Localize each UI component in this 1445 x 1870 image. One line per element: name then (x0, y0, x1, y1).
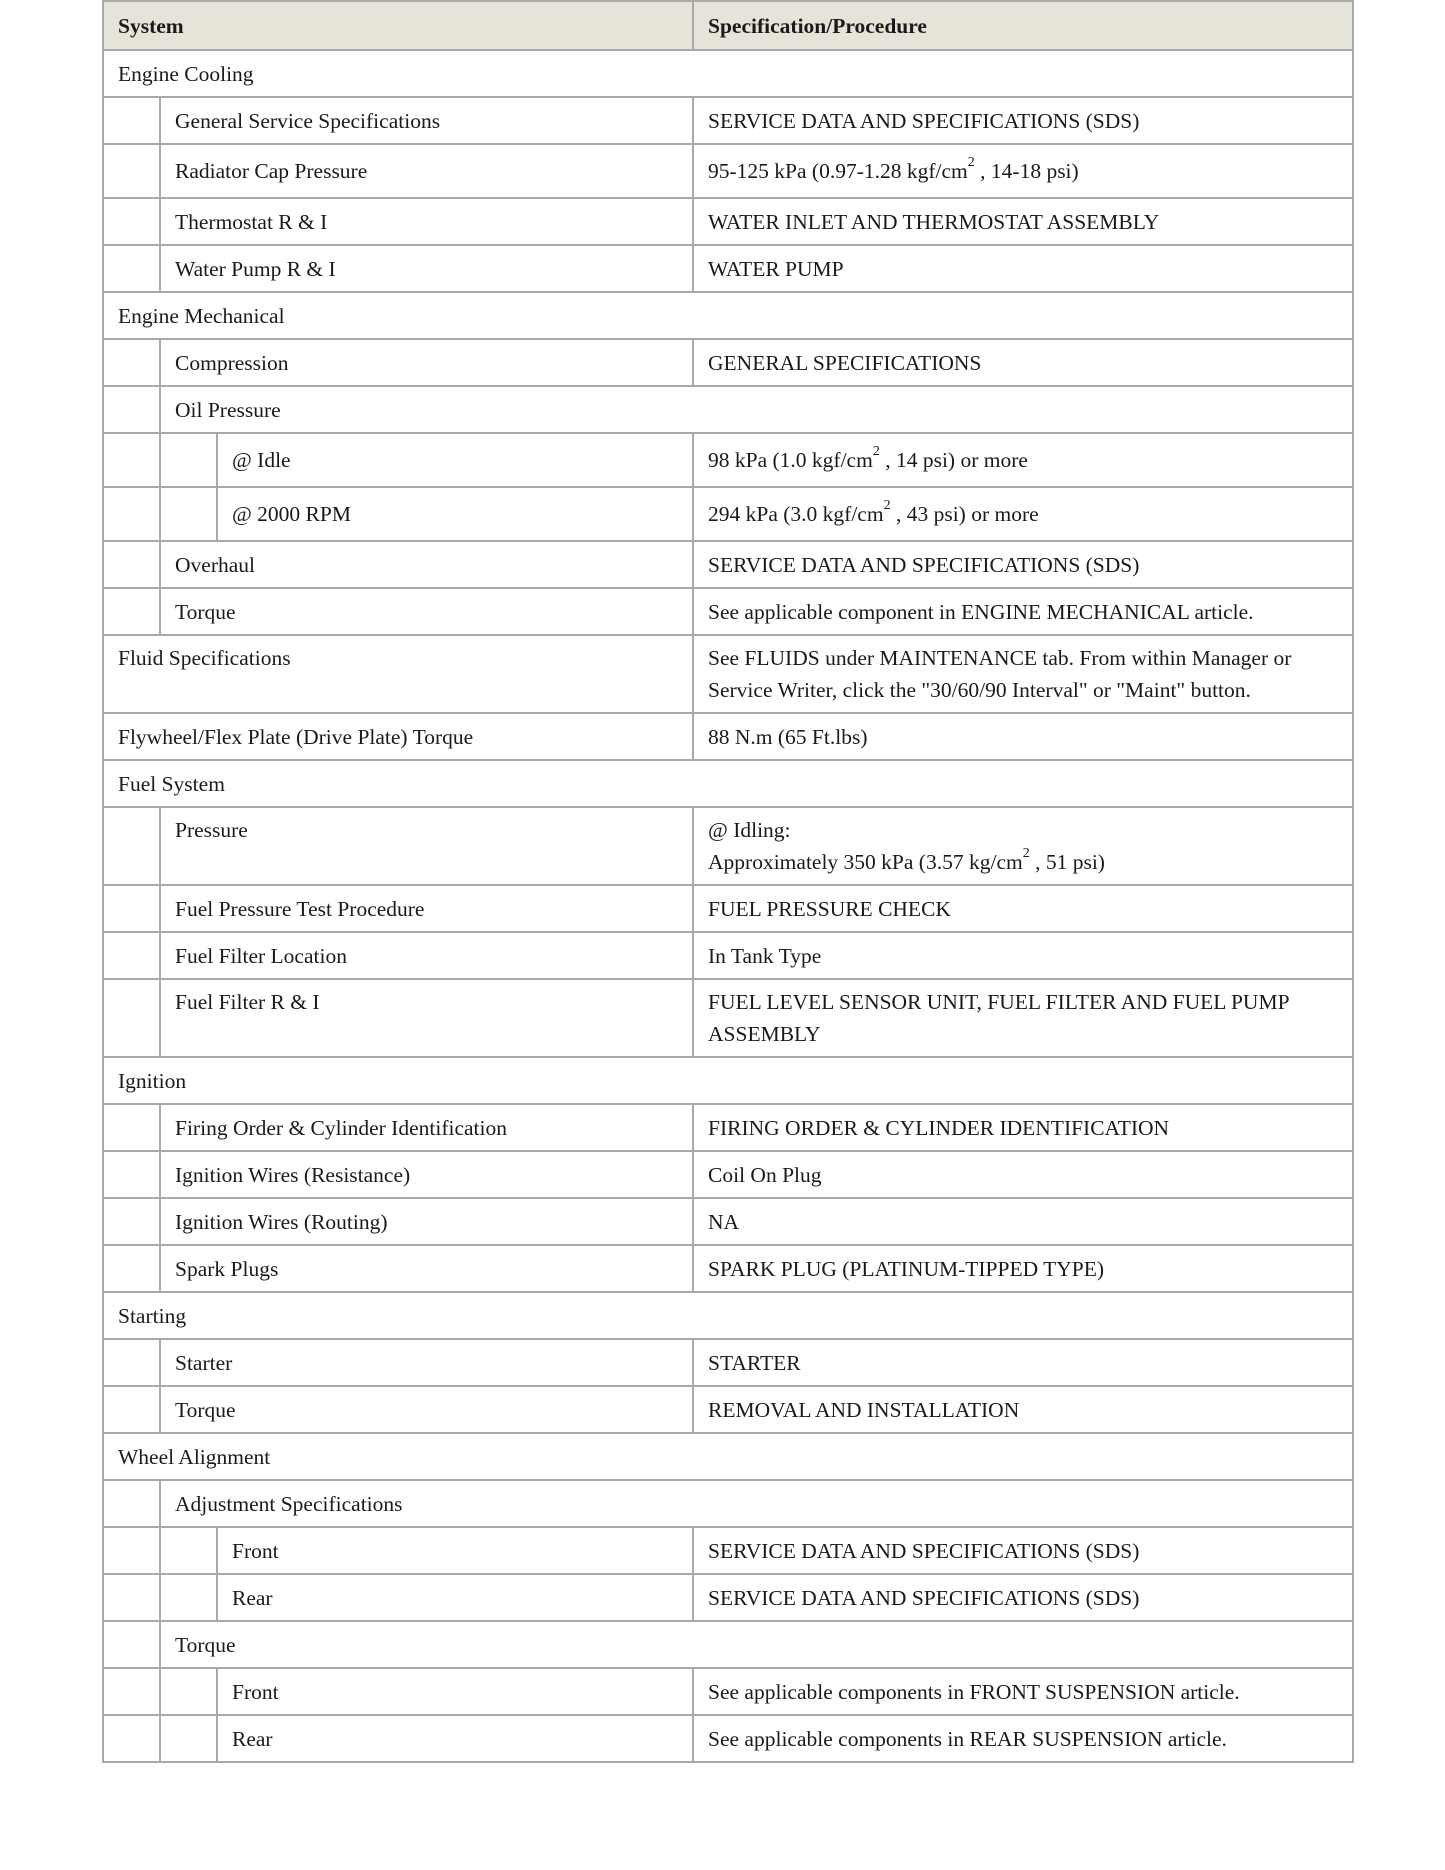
table-row (103, 932, 1353, 979)
indent-cell (103, 1386, 160, 1433)
row-value: SERVICE DATA AND SPECIFICATIONS (SDS) (693, 97, 1353, 144)
row-label: Fluid Specifications (103, 635, 693, 713)
row-label: Ignition Wires (Resistance) (160, 1151, 693, 1198)
superscript: 2 (1022, 845, 1030, 861)
table-row (103, 1527, 1353, 1574)
row-value (693, 487, 1353, 541)
row-value: WATER PUMP (693, 245, 1353, 292)
row-value: Coil On Plug (693, 1151, 1353, 1198)
row-label: Fuel Pressure Test Procedure (160, 885, 693, 932)
row-label: Starter (160, 1339, 693, 1386)
table-row (103, 97, 1353, 144)
indent-cell (103, 487, 160, 541)
superscript: 2 (883, 497, 891, 513)
table-row (103, 245, 1353, 292)
table-row (103, 979, 1353, 1057)
indent-cell (103, 588, 160, 635)
row-label: Fuel Filter Location (160, 932, 693, 979)
value-text: , 51 psi) (1029, 850, 1105, 874)
indent-cell (103, 1198, 160, 1245)
section-fuel-system: Fuel System (103, 760, 1353, 807)
spec-table-container (102, 0, 1352, 1763)
indent-cell (103, 1339, 160, 1386)
row-value: 88 N.m (65 Ft.lbs) (693, 713, 1353, 760)
indent-cell (103, 1574, 160, 1621)
subsection-row (103, 1480, 1353, 1527)
indent-cell (103, 1151, 160, 1198)
section-row (103, 1433, 1353, 1480)
row-label: Flywheel/Flex Plate (Drive Plate) Torque (103, 713, 693, 760)
table-row (103, 1386, 1353, 1433)
row-value: REMOVAL AND INSTALLATION (693, 1386, 1353, 1433)
indent-cell (160, 1668, 217, 1715)
table-row (103, 198, 1353, 245)
table-row (103, 713, 1353, 760)
value-line: See FLUIDS under MAINTENANCE tab. From within Manager or (708, 646, 1292, 670)
row-value (693, 979, 1353, 1057)
row-label: Front (217, 1527, 693, 1574)
table-row (103, 1104, 1353, 1151)
row-value (693, 144, 1353, 198)
row-value: NA (693, 1198, 1353, 1245)
row-value: FIRING ORDER & CYLINDER IDENTIFICATION (693, 1104, 1353, 1151)
row-label: Firing Order & Cylinder Identification (160, 1104, 693, 1151)
value-text: , 14 psi) or more (879, 448, 1028, 472)
row-value: FUEL PRESSURE CHECK (693, 885, 1353, 932)
row-value (693, 807, 1353, 885)
indent-cell (103, 245, 160, 292)
indent-cell (103, 144, 160, 198)
row-value: WATER INLET AND THERMOSTAT ASSEMBLY (693, 198, 1353, 245)
section-engine-cooling: Engine Cooling (103, 50, 1353, 97)
value-text: 294 kPa (3.0 kgf/cm (708, 502, 884, 526)
indent-cell (103, 979, 160, 1057)
row-value (693, 635, 1353, 713)
indent-cell (103, 932, 160, 979)
superscript: 2 (967, 154, 975, 170)
section-engine-mechanical: Engine Mechanical (103, 292, 1353, 339)
indent-cell (103, 885, 160, 932)
section-wheel-alignment: Wheel Alignment (103, 1433, 1353, 1480)
table-row (103, 144, 1353, 198)
row-value: In Tank Type (693, 932, 1353, 979)
indent-cell (160, 1574, 217, 1621)
row-label: Ignition Wires (Routing) (160, 1198, 693, 1245)
indent-cell (103, 1527, 160, 1574)
value-text: Approximately 350 kPa (3.57 kg/cm (708, 850, 1023, 874)
table-row (103, 339, 1353, 386)
subsection-row (103, 386, 1353, 433)
table-row (103, 1245, 1353, 1292)
table-header-row (103, 1, 1353, 50)
spec-table (102, 0, 1354, 1763)
table-row (103, 588, 1353, 635)
indent-cell (160, 1527, 217, 1574)
table-row (103, 1198, 1353, 1245)
row-label: Pressure (160, 807, 693, 885)
table-row (103, 1339, 1353, 1386)
section-row (103, 50, 1353, 97)
table-row (103, 807, 1353, 885)
value-text: 98 kPa (1.0 kgf/cm (708, 448, 873, 472)
table-row (103, 433, 1353, 487)
row-label: Torque (160, 588, 693, 635)
indent-cell (103, 1480, 160, 1527)
row-value: See applicable component in ENGINE MECHANICAL article. (693, 588, 1353, 635)
row-value: STARTER (693, 1339, 1353, 1386)
value-text: , 43 psi) or more (890, 502, 1039, 526)
row-value: See applicable components in FRONT SUSPENSION article. (693, 1668, 1353, 1715)
table-row (103, 487, 1353, 541)
section-ignition: Ignition (103, 1057, 1353, 1104)
table-row (103, 1715, 1353, 1762)
indent-cell (103, 198, 160, 245)
table-row (103, 1668, 1353, 1715)
section-row (103, 1292, 1353, 1339)
row-value (693, 433, 1353, 487)
subsection-oil-pressure: Oil Pressure (160, 386, 1353, 433)
row-label: @ Idle (217, 433, 693, 487)
row-value: See applicable components in REAR SUSPENSION article. (693, 1715, 1353, 1762)
section-row (103, 1057, 1353, 1104)
table-row (103, 1574, 1353, 1621)
row-label: Rear (217, 1574, 693, 1621)
section-row (103, 760, 1353, 807)
indent-cell (103, 339, 160, 386)
row-label: @ 2000 RPM (217, 487, 693, 541)
value-line: ASSEMBLY (708, 1022, 821, 1046)
indent-cell (103, 541, 160, 588)
indent-cell (103, 1621, 160, 1668)
row-value: GENERAL SPECIFICATIONS (693, 339, 1353, 386)
superscript: 2 (872, 443, 880, 459)
row-label: Torque (160, 1386, 693, 1433)
indent-cell (103, 386, 160, 433)
subsection-torque: Torque (160, 1621, 1353, 1668)
subsection-adjustment-specs: Adjustment Specifications (160, 1480, 1353, 1527)
value-line: FUEL LEVEL SENSOR UNIT, FUEL FILTER AND FUEL PUMP (708, 990, 1290, 1014)
header-system: System (103, 1, 693, 50)
subsection-row (103, 1621, 1353, 1668)
indent-cell (103, 1715, 160, 1762)
row-value: SERVICE DATA AND SPECIFICATIONS (SDS) (693, 1527, 1353, 1574)
value-line: Service Writer, click the "30/60/90 Interval" or "Maint" button. (708, 678, 1251, 702)
table-row (103, 885, 1353, 932)
header-spec: Specification/Procedure (693, 1, 1353, 50)
row-label: Rear (217, 1715, 693, 1762)
table-row (103, 635, 1353, 713)
row-label: Front (217, 1668, 693, 1715)
section-starting: Starting (103, 1292, 1353, 1339)
indent-cell (103, 1245, 160, 1292)
table-row (103, 541, 1353, 588)
section-row (103, 292, 1353, 339)
value-text: 95-125 kPa (0.97-1.28 kgf/cm (708, 159, 968, 183)
row-label: Thermostat R & I (160, 198, 693, 245)
table-row (103, 1151, 1353, 1198)
row-label: Compression (160, 339, 693, 386)
row-label: Fuel Filter R & I (160, 979, 693, 1057)
value-line: @ Idling: (708, 818, 791, 842)
row-label: General Service Specifications (160, 97, 693, 144)
indent-cell (160, 433, 217, 487)
row-value: SERVICE DATA AND SPECIFICATIONS (SDS) (693, 1574, 1353, 1621)
row-label: Spark Plugs (160, 1245, 693, 1292)
indent-cell (160, 487, 217, 541)
row-value: SERVICE DATA AND SPECIFICATIONS (SDS) (693, 541, 1353, 588)
row-label: Overhaul (160, 541, 693, 588)
indent-cell (103, 807, 160, 885)
indent-cell (160, 1715, 217, 1762)
row-label: Water Pump R & I (160, 245, 693, 292)
indent-cell (103, 433, 160, 487)
row-label: Radiator Cap Pressure (160, 144, 693, 198)
value-line (708, 846, 1338, 878)
value-text: , 14-18 psi) (974, 159, 1079, 183)
indent-cell (103, 1668, 160, 1715)
indent-cell (103, 1104, 160, 1151)
row-value: SPARK PLUG (PLATINUM-TIPPED TYPE) (693, 1245, 1353, 1292)
indent-cell (103, 97, 160, 144)
